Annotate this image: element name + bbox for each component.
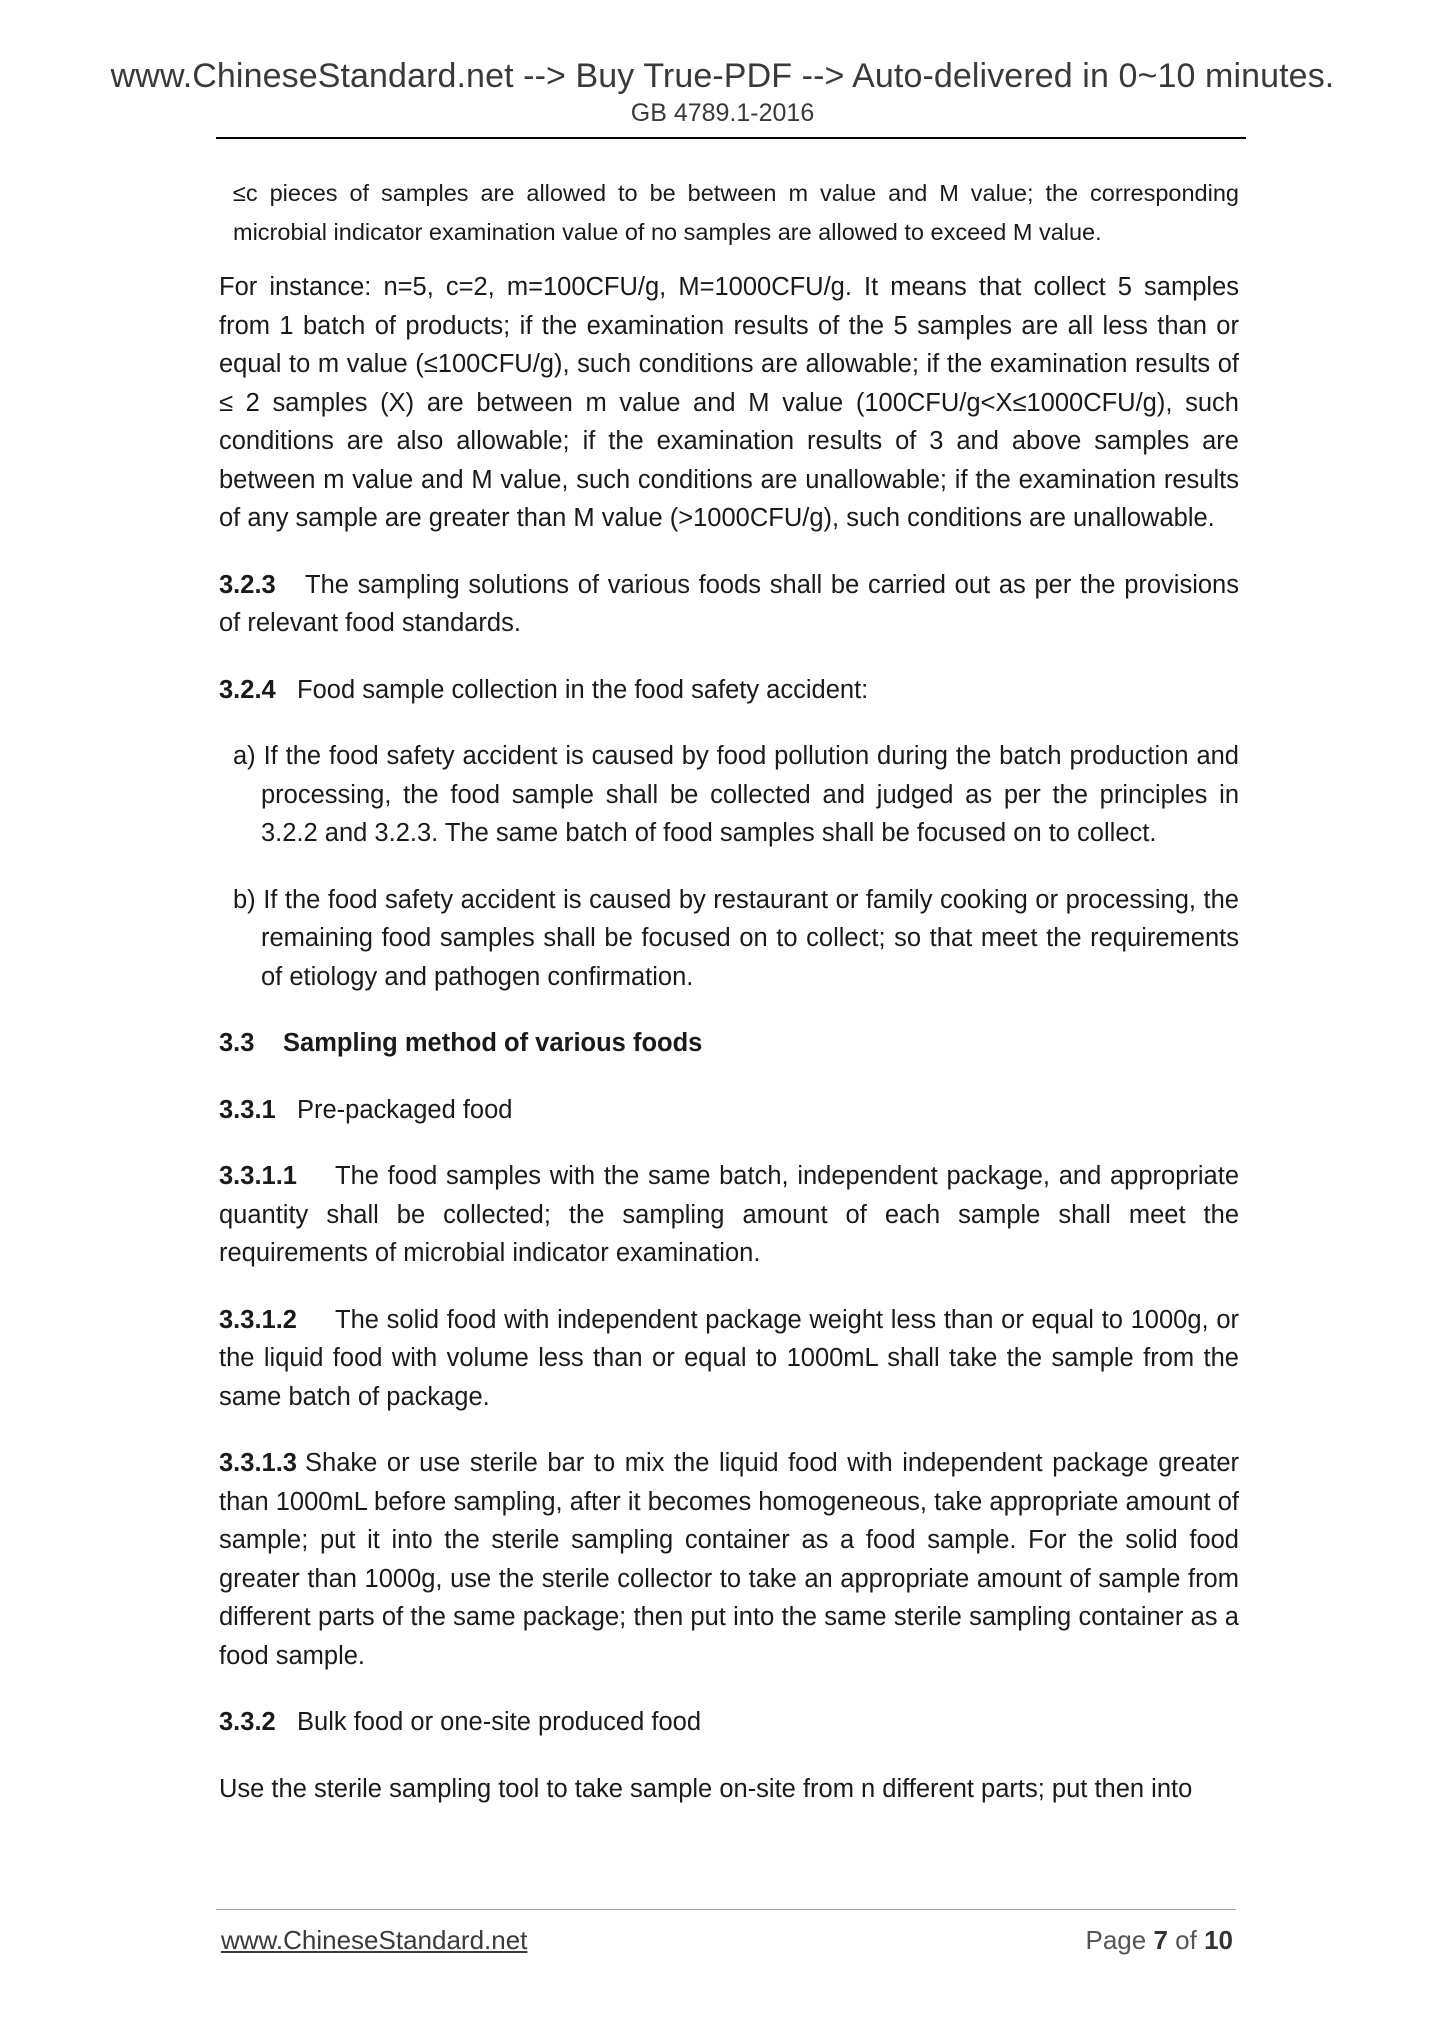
section-text: The solid food with independent package weight less than or equal to 1000g, or the liquid food with volume less than or equal to 1000mL shall take the sample from the same batch of package. [219, 1305, 1239, 1411]
section-number: 3.2.4 [219, 675, 276, 704]
section-text: The food samples with the same batch, independent package, and appropriate quantity shall be collected; the sampling amount of each sample shall meet the requirements of microbial indicator examination. [219, 1162, 1239, 1267]
page-total: 10 [1204, 1925, 1233, 1955]
section-number: 3.3.2 [219, 1708, 276, 1736]
section-number: 3.3.1.3 [219, 1449, 297, 1477]
page-footer [221, 1925, 1233, 1956]
section-text: Food sample collection in the food safety accident: [297, 675, 869, 704]
note-paragraph: ≤c pieces of samples are allowed to be between m value and M value; the corresponding microbial indicator examination value of no samples are allowed to exceed M value. [233, 180, 1239, 245]
section-number: 3.2.3 [219, 570, 276, 599]
example-paragraph: For instance: n=5, c=2, m=100CFU/g, M=1000CFU/g. It means that collect 5 samples from 1 batch of products; if the examination results of the 5 samples are all less than or equal to m value (≤100CFU/g), such conditions are allowable; if the examination results of ≤ 2 samples (X) are between m value and M value (100CFU/g<X≤1000CFU/g), such conditions are also allowable; if the examination results of 3 and above samples are between m value and M value, such conditions are unallowable; if the examination results of any sample are greater than M value (>1000CFU/g), such conditions are unallowable. [219, 273, 1239, 532]
section-3-3-2 [219, 1703, 1239, 1742]
document-body [219, 174, 1239, 1836]
section-text: Bulk food or one-site produced food [297, 1708, 702, 1736]
page-indicator [1085, 1925, 1233, 1956]
section-number: 3.3.1.1 [219, 1162, 297, 1190]
section-3-3-1-3 [219, 1444, 1239, 1675]
header-divider [216, 137, 1246, 139]
section-number: 3.3.1.2 [219, 1305, 297, 1334]
section-3-2-3 [219, 566, 1239, 643]
list-item-b: b) If the food safety accident is caused by restaurant or family cooking or processing, the remaining food samples shall be focused on to collect; so that meet the requirements of etiology and pathogen confirmation. [233, 885, 1239, 991]
standard-code: GB 4789.1-2016 [630, 99, 815, 127]
page-label: Page [1085, 1925, 1147, 1955]
page-current: 7 [1153, 1925, 1168, 1955]
header-banner[interactable]: www.ChineseStandard.net --> Buy True-PDF --> Auto-delivered in 0~10 minutes. [110, 57, 1335, 95]
footer-divider [216, 1909, 1236, 1910]
section-3-2-4 [219, 671, 1239, 710]
section-3-3-1-2 [219, 1301, 1239, 1417]
section-3-3-1-1 [219, 1157, 1239, 1273]
continued-paragraph: Use the sterile sampling tool to take sample on-site from n different parts; put then into [219, 1774, 1193, 1803]
list-item-a: a) If the food safety accident is caused by food pollution during the batch production and processing, the food sample shall be collected and judged as per the principles in 3.2.2 and 3.2.3. The same batch of food samples shall be focused on to collect. [233, 742, 1239, 847]
page-of: of [1175, 1925, 1197, 1955]
section-number: 3.3 [219, 1029, 255, 1057]
footer-site-link[interactable]: www.ChineseStandard.net [221, 1925, 528, 1955]
page-header [0, 56, 1445, 128]
section-3-3-heading [219, 1024, 1239, 1063]
section-title: Sampling method of various foods [283, 1029, 703, 1057]
section-text: Pre-packaged food [297, 1095, 513, 1124]
section-text: The sampling solutions of various foods shall be carried out as per the provisions of relevant food standards. [219, 570, 1239, 637]
section-number: 3.3.1 [219, 1095, 276, 1124]
section-3-3-1 [219, 1091, 1239, 1130]
section-text: Shake or use sterile bar to mix the liquid food with independent package greater than 1000mL before sampling, after it becomes homogeneous, take appropriate amount of sample; put it into the sterile sampling container as a food sample. For the solid food greater than 1000g, use the sterile collector to take an appropriate amount of sample from different parts of the same package; then put into the same sterile sampling container as a food sample. [219, 1449, 1239, 1670]
